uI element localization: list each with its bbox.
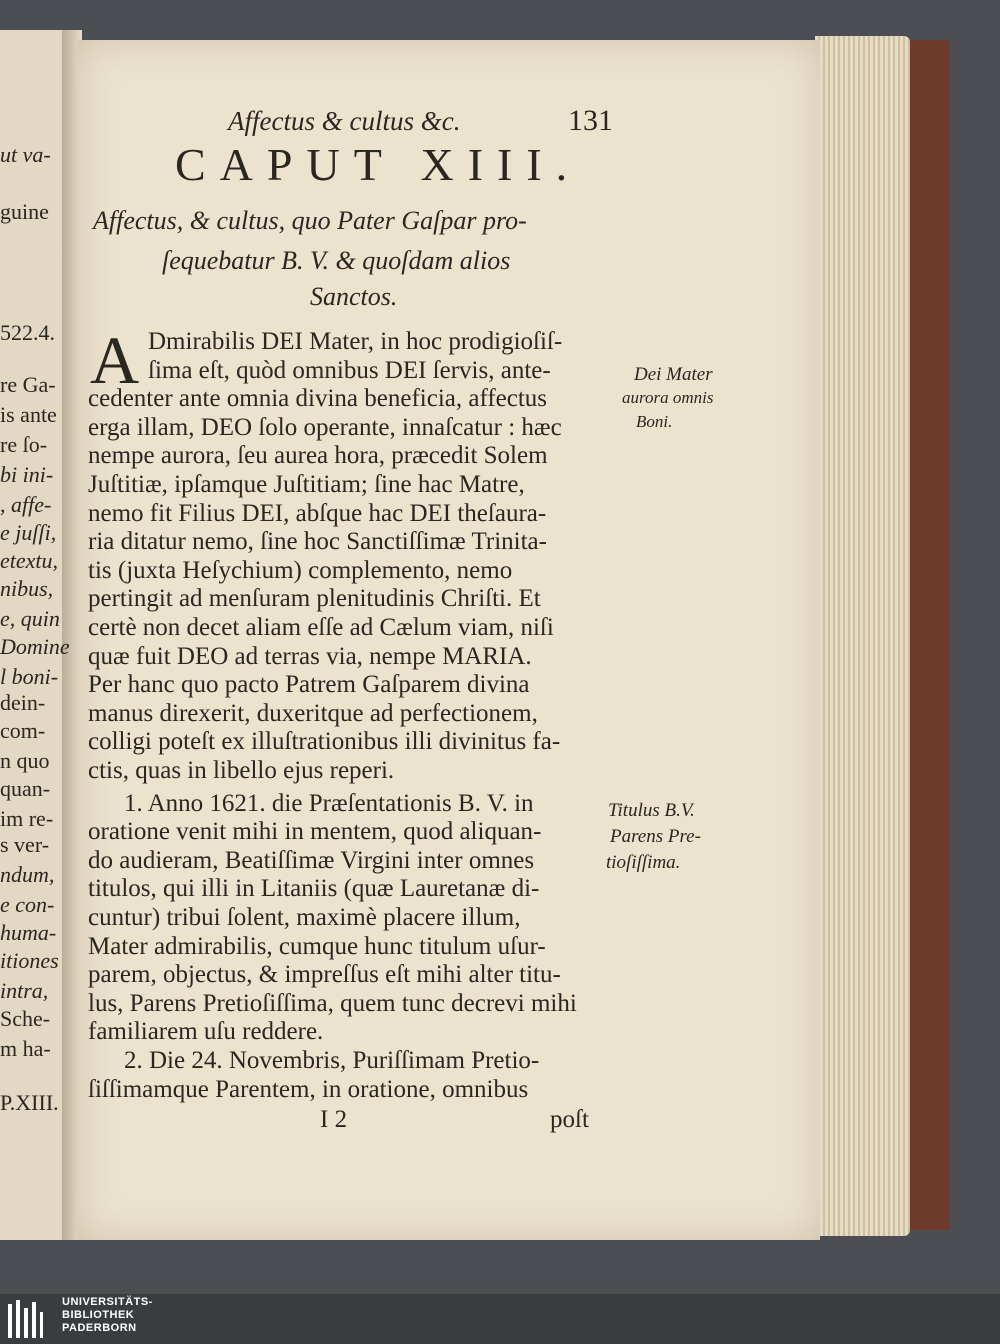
left-page-fragment: itiones (0, 948, 59, 973)
left-page-fragment: re ſo- (0, 432, 48, 457)
body-line: certè non decet aliam eſſe ad Cælum viam, niſi (88, 614, 554, 641)
chapter-subtitle-line: Affectus, & cultus, quo Pater Gaſpar pro- (93, 206, 527, 235)
body-line: ſiſſimamque Parentem, in oratione, omnibus (88, 1075, 529, 1103)
body-line: nemo fit Filius DEI, abſque hac DEI theſaura- (88, 499, 547, 527)
left-page-fragment: dein- (0, 690, 46, 715)
left-page-fragment: com- (0, 718, 46, 743)
marginal-note-line: Boni. (636, 412, 673, 431)
left-page-fragment: ndum, (0, 862, 55, 887)
left-page-fragment: ut va- (0, 142, 51, 167)
body-line: parem, objectus, & impreſſus eſt mihi alter titu- (88, 961, 561, 989)
body-line: 2. Die 24. Novembris, Puriſſimam Pretio- (124, 1047, 540, 1074)
marginal-note-line: aurora omnis (622, 388, 714, 407)
page-number: 131 (568, 104, 613, 137)
left-page-fragment: nibus, (0, 576, 54, 601)
left-page-fragment: 522.4. (0, 320, 55, 345)
left-page-fragment: n quo (0, 748, 50, 773)
chapter-subtitle-line: ſequebatur B. V. & quoſdam alios (162, 246, 511, 275)
left-page-fragment: m ha- (0, 1036, 51, 1061)
body-line: Per hanc quo pacto Patrem Gaſparem divina (88, 671, 530, 699)
body-line: nempe aurora, ſeu aurea hora, præcedit Solem (88, 442, 548, 470)
left-page-fragment: quan- (0, 776, 51, 801)
marginal-note-line: Titulus B.V. (608, 800, 695, 821)
library-logo-line: BIBLIOTHEK (62, 1309, 135, 1321)
body-line: tis (juxta Heſychium) complemento, nemo (88, 556, 513, 584)
left-page-fragment: e con- (0, 892, 55, 917)
left-page-fragment: e juſſi, (0, 520, 57, 545)
left-page-fragment: intra, (0, 978, 49, 1003)
body-line: quæ fuit DEO ad terras via, nempe MARIA. (88, 642, 532, 670)
marginal-note-line: Parens Pre- (610, 826, 701, 847)
body-line: ria ditatur nemo, ſine hoc Sanctiſſimæ Trinita- (88, 528, 547, 556)
left-page-fragment: , affe- (0, 492, 52, 517)
body-line: 1. Anno 1621. die Præſentationis B. V. in (124, 789, 534, 817)
left-page-fragment: is ante (0, 402, 57, 427)
left-page-fragment: re Ga- (0, 372, 56, 397)
body-line: oratione venit mihi in mentem, quod aliquan- (88, 818, 542, 846)
body-line: lus, Parens Pretioſiſſima, quem tunc decrevi mihi (88, 989, 577, 1017)
marginal-note-line: tioſiſſima. (606, 852, 681, 873)
body-line: pertingit ad menſuram plenitudinis Chriſti. Et (88, 585, 541, 613)
left-page-fragment: Domine (0, 634, 70, 659)
body-line: do audieram, Beatiſſimæ Virgini inter omnes (88, 846, 535, 874)
left-page-fragment: l boni- (0, 664, 59, 689)
left-page-fragment: guine (0, 199, 49, 224)
left-page-fragment: bi ini- (0, 462, 54, 487)
body-line: cuntur) tribui ſolent, maximè placere illum, (88, 904, 521, 931)
left-page-fragment: s ver- (0, 832, 50, 857)
library-logo-text (62, 1296, 153, 1335)
left-page-fragment: Sche- (0, 1006, 51, 1031)
body-line: Dmirabilis DEI Mater, in hoc prodigioſiſ- (148, 328, 563, 355)
catchword: poſt (550, 1106, 589, 1133)
body-line: titulos, qui illi in Litaniis (quæ Lauretanæ di- (88, 875, 540, 903)
left-page-fragment: im re- (0, 806, 54, 831)
body-line: ſima eſt, quòd omnibus DEI ſervis, ante- (148, 356, 551, 384)
body-line: manus direxerit, duxeritque ad perfectionem, (88, 699, 538, 727)
left-page-fragment: e, quin (0, 606, 60, 631)
body-line: Juſtitiæ, ipſamque Juſtitiam; ſine hac Matre, (88, 471, 525, 498)
body-line: familiarem uſu reddere. (88, 1018, 324, 1046)
marginal-note-line: Dei Mater (634, 364, 713, 385)
body-line: cedenter ante omnia divina beneficia, affectus (88, 385, 548, 413)
left-page-fragment: etextu, (0, 548, 59, 573)
library-logo-line: UNIVERSITÄTS- (62, 1296, 153, 1308)
left-page-fragment: P.XIII. (0, 1090, 59, 1115)
library-logo-icon (8, 1300, 44, 1338)
body-line: erga illam, DEO ſolo operante, innaſcatur : hæc (88, 413, 562, 441)
page-edges (815, 36, 910, 1236)
body-line: colligi poteſt ex illuſtrationibus illi divinitus fa- (88, 728, 561, 756)
drop-cap: A (90, 322, 140, 398)
left-page-fragment: huma- (0, 920, 57, 945)
chapter-subtitle-line: Sanctos. (310, 282, 398, 311)
signature-mark: I 2 (320, 1106, 348, 1133)
body-line: Mater admirabilis, cumque hunc titulum uſur- (88, 932, 546, 960)
library-logo-line: PADERBORN (62, 1322, 137, 1334)
running-head: Affectus & cultus &c. (228, 106, 461, 136)
chapter-title: CAPUT XIII. (175, 139, 582, 190)
body-line: ctis, quas in libello ejus reperi. (88, 757, 395, 784)
